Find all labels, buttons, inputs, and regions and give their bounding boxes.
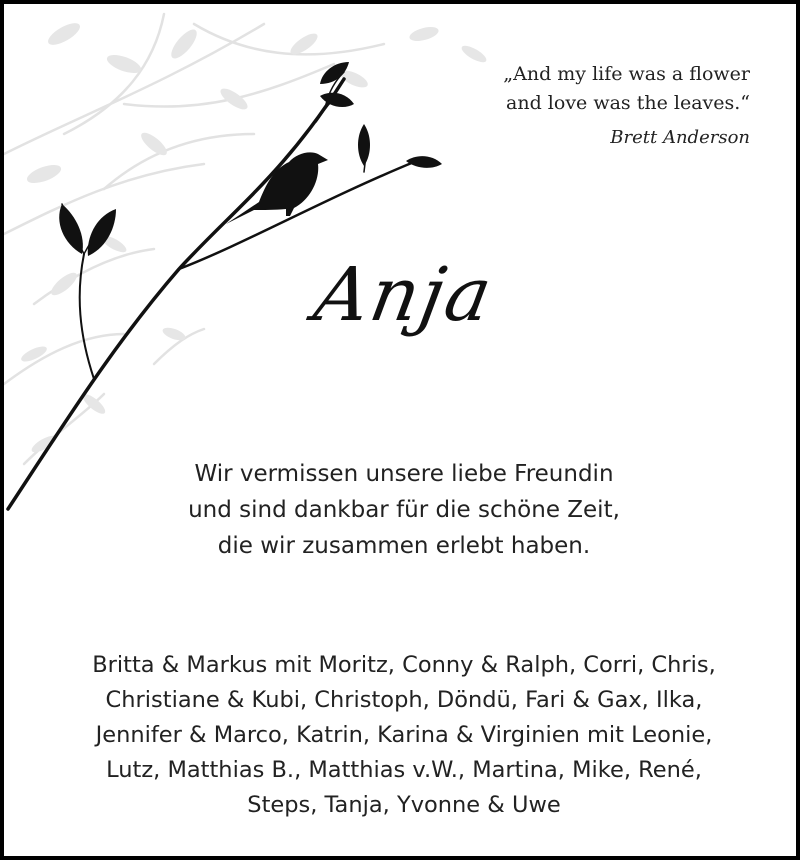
quote-line: and love was the leaves.“ [506, 92, 750, 114]
message-line: die wir zusammen erlebt haben. [217, 533, 591, 559]
signature-line: Lutz, Matthias B., Matthias v.W., Martina, Mike, René, [106, 757, 702, 783]
message-line: Wir vermissen unsere liebe Freundin [194, 461, 614, 487]
signature-line: Jennifer & Marco, Katrin, Karina & Virginien mit Leonie, [95, 722, 713, 748]
quote-line: „And my life was a flower [503, 63, 750, 85]
signatures-list [34, 648, 774, 823]
bird-icon [226, 152, 328, 224]
signature-line: Steps, Tanja, Yvonne & Uwe [247, 792, 561, 818]
signature-line: Britta & Markus mit Moritz, Conny & Ralph, Corri, Chris, [92, 652, 716, 678]
quote-author: Brett Anderson [610, 127, 750, 148]
deceased-name: Anja [308, 252, 500, 338]
epigraph-quote [430, 60, 750, 148]
signature-line: Christiane & Kubi, Christoph, Döndü, Fari & Gax, Ilka, [105, 687, 703, 713]
memorial-message [104, 456, 704, 564]
message-line: und sind dankbar für die schöne Zeit, [188, 497, 620, 523]
